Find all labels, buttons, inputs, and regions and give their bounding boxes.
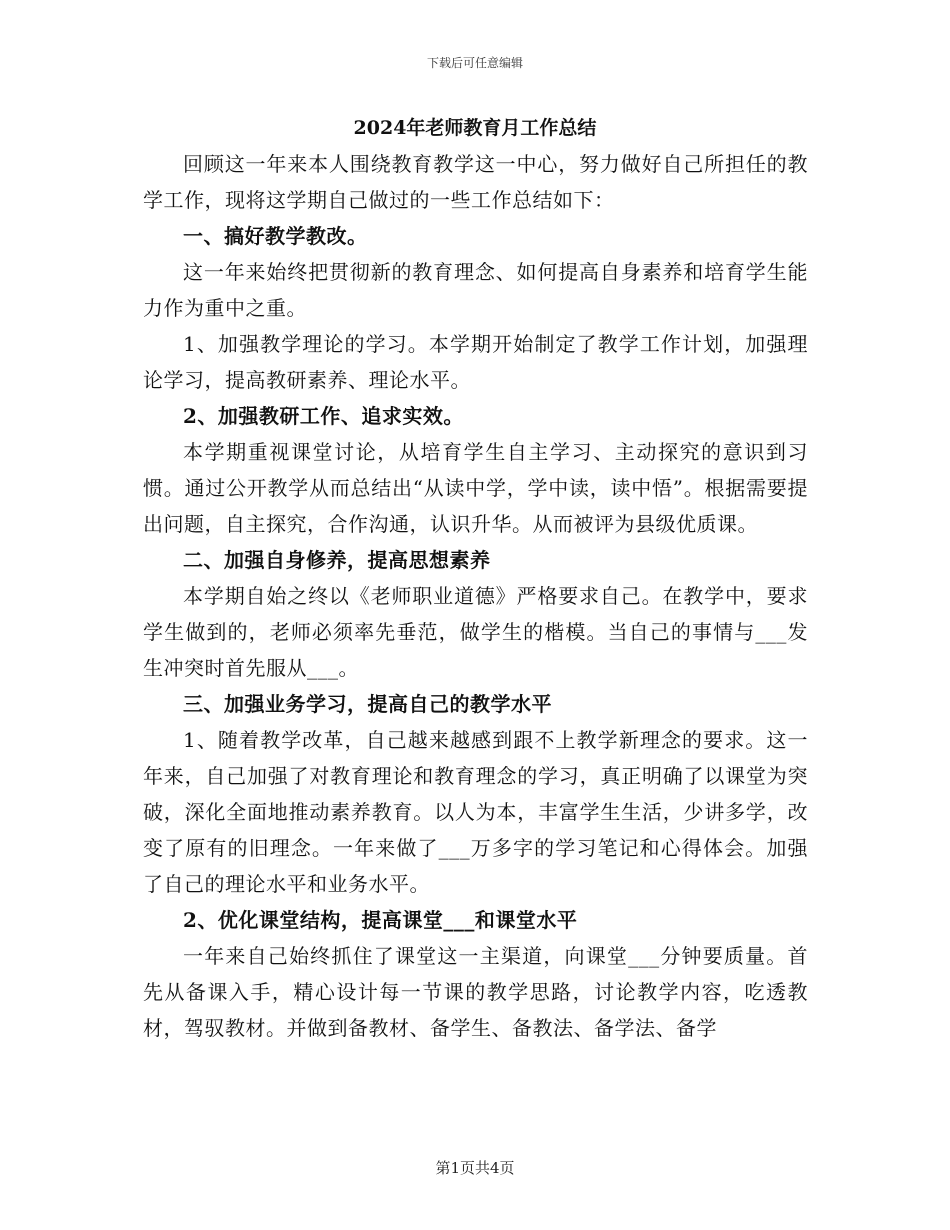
- intro-paragraph: 回顾这一年来本人围绕教育教学这一中心，努力做好自己所担任的教学工作，现将这学期自己做过的一些工作总结如下：: [143, 152, 808, 212]
- subsection-heading-1-2: 2、加强教研工作、追求实效。: [183, 404, 464, 428]
- subsection-heading-3-2: 2、优化课堂结构，提高课堂___和课堂水平: [183, 908, 578, 932]
- header-note: 下载后可任意编辑: [426, 56, 523, 70]
- section-heading-1: 一、搞好教学教改。: [183, 224, 368, 248]
- document-title: 2024年老师教育月工作总结: [353, 117, 597, 139]
- page-number-footer: 第1页共4页: [435, 1159, 515, 1177]
- document-body: [143, 146, 808, 1046]
- body-paragraph: 本学期重视课堂讨论，从培育学生自主学习、主动探究的意识到习惯。通过公开教学从而总结出“从读中学，学中读，读中悟”。根据需要提出问题，自主探究，合作沟通，认识升华。从而被评为县级优质课。: [143, 440, 808, 536]
- body-paragraph: 1、随着教学改革，自己越来越感到跟不上教学新理念的要求。这一年来，自己加强了对教育理论和教育理念的学习，真正明确了以课堂为突破，深化全面地推动素养教育。以人为本，丰富学生生活，少讲多学，改变了原有的旧理念。一年来做了___万多字的学习笔记和心得体会。加强了自己的理论水平和业务水平。: [143, 728, 808, 896]
- body-paragraph: 这一年来始终把贯彻新的教育理念、如何提高自身素养和培育学生能力作为重中之重。: [143, 260, 808, 320]
- section-heading-3: 三、加强业务学习，提高自己的教学水平: [183, 692, 552, 716]
- section-heading-2: 二、加强自身修养，提高思想素养: [183, 548, 491, 572]
- body-paragraph: 1、加强教学理论的学习。本学期开始制定了教学工作计划，加强理论学习，提高教研素养、理论水平。: [143, 332, 808, 392]
- body-paragraph: 本学期自始之终以《老师职业道德》严格要求自己。在教学中，要求学生做到的，老师必须率先垂范，做学生的楷模。当自己的事情与___发生冲突时首先服从___。: [143, 584, 808, 680]
- body-paragraph: 一年来自己始终抓住了课堂这一主渠道，向课堂___分钟要质量。首先从备课入手，精心设计每一节课的教学思路，讨论教学内容，吃透教材，驾驭教材。并做到备教材、备学生、备教法、备学法、备学: [143, 944, 808, 1040]
